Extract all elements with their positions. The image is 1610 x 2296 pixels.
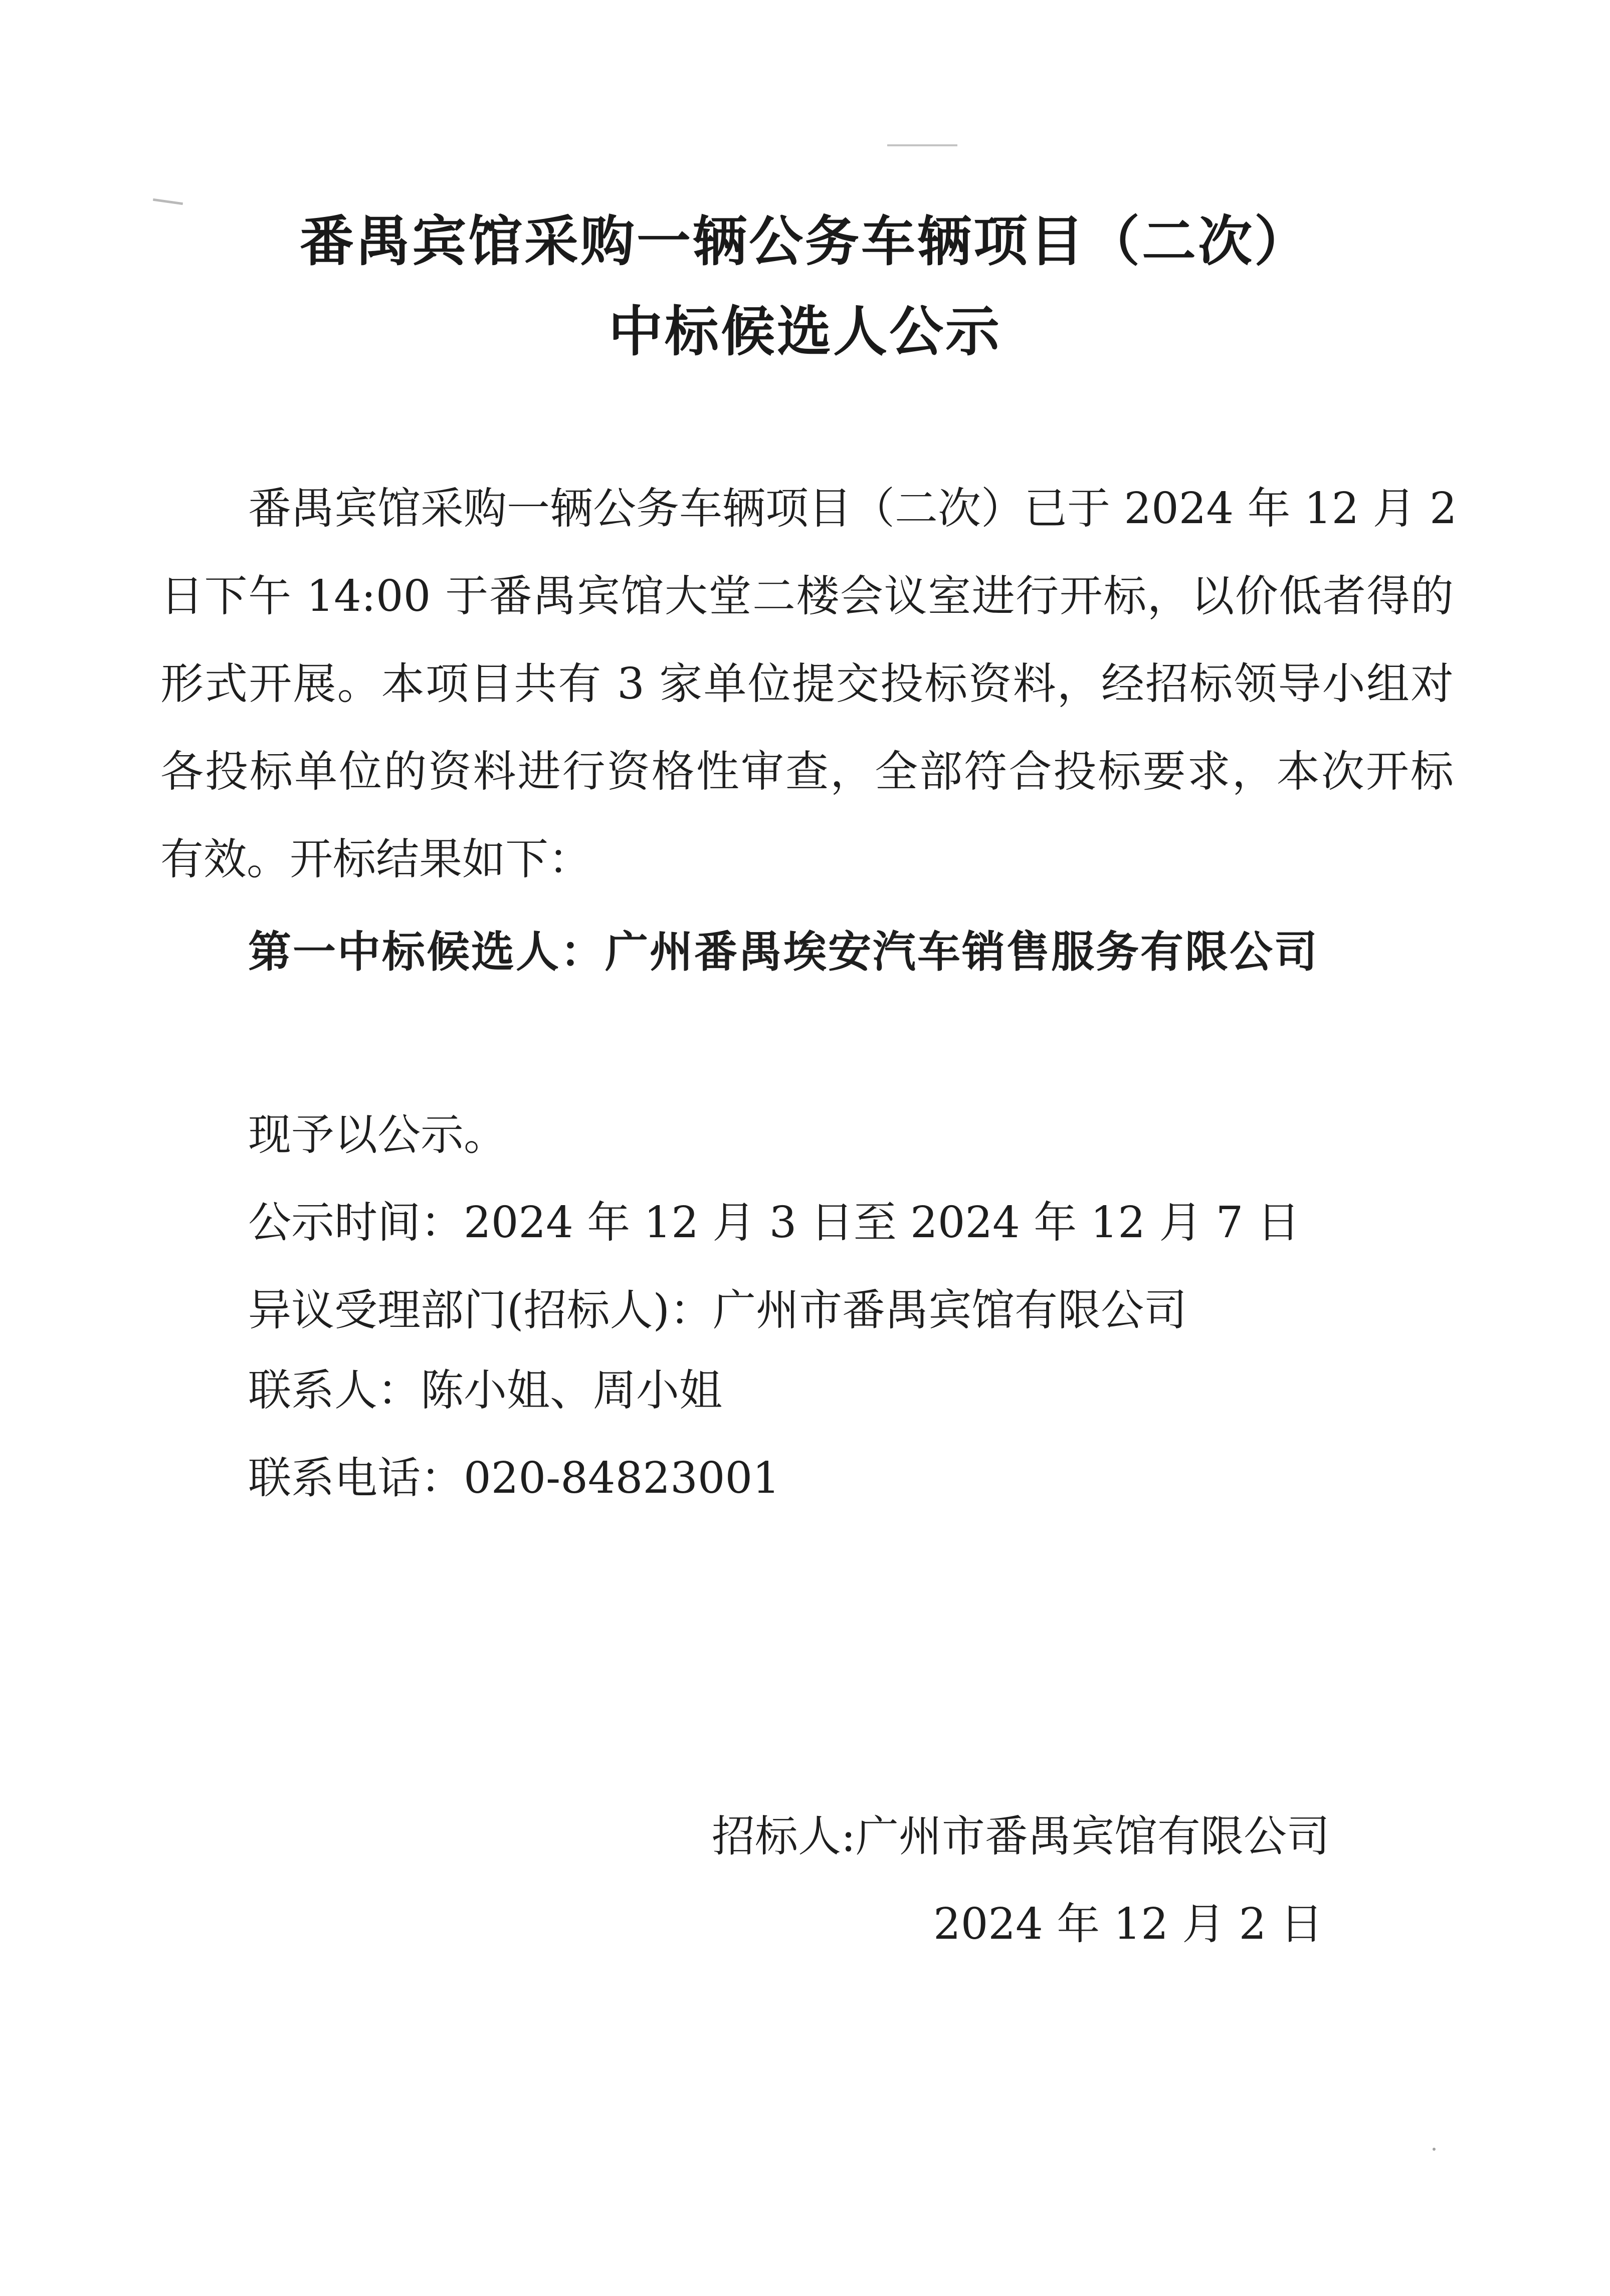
body-line-5: 有效。开标结果如下： (160, 834, 591, 884)
objection-department: 异议受理部门(招标人)：广州市番禺宾馆有限公司 (248, 1285, 1187, 1335)
tenderer-signature: 招标人:广州市番禺宾馆有限公司 (712, 1811, 1330, 1862)
notice-period: 公示时间：2024 年 12 月 3 日至 2024 年 12 月 7 日 (248, 1198, 1300, 1248)
body-line-4: 各投标单位的资料进行资格性审查，全部符合投标要求，本次开标 (160, 747, 1454, 797)
announce-text: 现予以公示。 (248, 1110, 507, 1160)
signature-date: 2024 年 12 月 2 日 (933, 1899, 1323, 1949)
contact-phone: 联系电话：020-84823001 (248, 1453, 780, 1503)
body-line-3: 形式开展。本项目共有 3 家单位提交投标资料，经招标领导小组对 (160, 659, 1454, 709)
body-line-1: 番禺宾馆采购一辆公务车辆项目（二次）已于 2024 年 12 月 2 (248, 484, 1457, 534)
document-title-line-1: 番禺宾馆采购一辆公务车辆项目（二次） (299, 210, 1310, 273)
winning-candidate: 第一中标候选人：广州番禺埃安汽车销售服务有限公司 (248, 927, 1319, 977)
scan-mark-top (887, 144, 957, 146)
document-title-line-2: 中标候选人公示 (608, 300, 1001, 363)
scan-mark-dot (1433, 2148, 1436, 2151)
contact-person: 联系人：陈小姐、周小姐 (248, 1365, 722, 1416)
body-line-2: 日下午 14:00 于番禺宾馆大堂二楼会议室进行开标，以价低者得的 (160, 571, 1454, 621)
